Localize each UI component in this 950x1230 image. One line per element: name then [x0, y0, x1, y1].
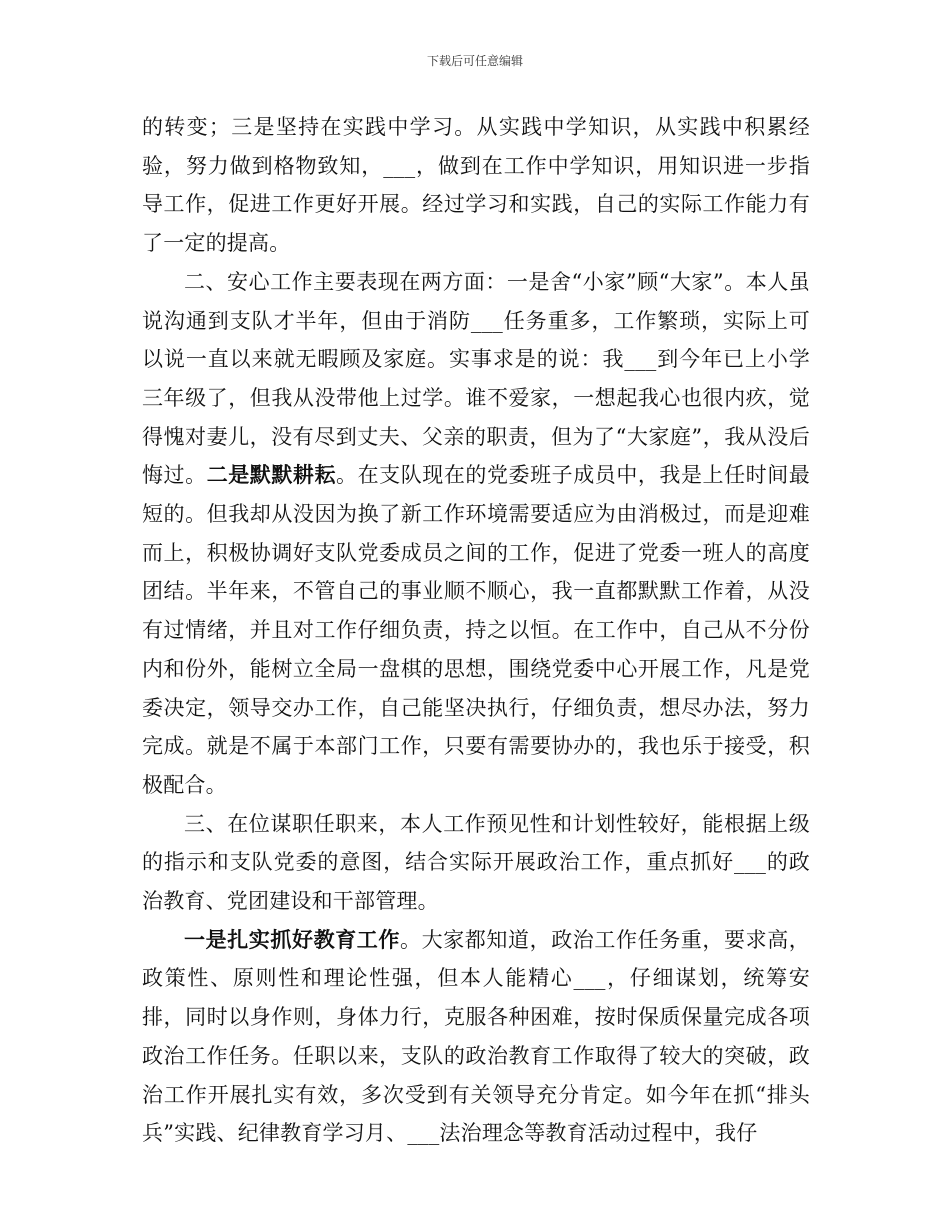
paragraph-text: 的转变；三是坚持在实践中学习。从实践中学知识，从实践中积累经验，努力做到格物致知，___，做到在工作中学知识，用知识进一步指导工作，促进工作更好开展。经过学习和实践，自己的实际工作能力有了一定的提高。	[142, 115, 810, 256]
paragraph-text: 。在支队现在的党委班子成员中，我是上任时间最短的。但我却从没因为换了新工作环境需要适应为由消极过，而是迎难而上，积极协调好支队党委成员之间的工作，促进了党委一班人的高度团结。半年来，不管自己的事业顺不顺心，我一直都默默工作着，从没有过情绪，并且对工作仔细负责，持之以恒。在工作中，自己从不分份内和份外，能树立全局一盘棋的思想，围绕党委中心开展工作，凡是党委决定，领导交办工作，自己能坚决执行，仔细负责，想尽办法，努力完成。就是不属于本部门工作，只要有需要协办的，我也乐于接受，积极配合。	[142, 463, 810, 797]
paragraph-text: 三、在位谋职任职来，本人工作预见性和计划性较好，能根据上级的指示和支队党委的意图，结合实际开展政治工作，重点抓好___的政治教育、党团建设和干部管理。	[142, 811, 810, 914]
paragraph-3	[142, 805, 810, 921]
paragraph-1	[142, 108, 810, 263]
paragraph-text: 。大家都知道，政治工作任务重，要求高，政策性、原则性和理论性强，但本人能精心___，仔细谋划，统筹安排，同时以身作则，身体力行，克服各种困难，按时保质保量完成各项政治工作任务。任职以来，支队的政治教育工作取得了较大的突破，政治工作开展扎实有效，多次受到有关领导充分肯定。如今年在抓“排头兵”实践、纪律教育学习月、___法治理念等教育活动过程中，我仔	[142, 927, 810, 1146]
document-body	[142, 108, 810, 1153]
page-header-note: 下载后可任意编辑	[426, 54, 523, 68]
paragraph-2	[142, 263, 810, 805]
bold-heading: 一是扎实抓好教育工作	[184, 926, 400, 952]
paragraph-text: 二、安心工作主要表现在两方面：一是舍“小家”顾“大家”。本人虽说沟通到支队才半年，但由于消防___任务重多，工作繁琐，实际上可以说一直以来就无暇顾及家庭。实事求是的说：我___到今年已上小学三年级了，但我从没带他上过学。谁不爱家，一想起我心也很内疚，觉得愧对妻儿，没有尽到丈夫、父亲的职责，但为了“大家庭”，我从没后悔过。	[142, 269, 810, 488]
paragraph-4	[142, 921, 810, 1153]
bold-heading: 二是默默耕耘	[206, 462, 337, 488]
